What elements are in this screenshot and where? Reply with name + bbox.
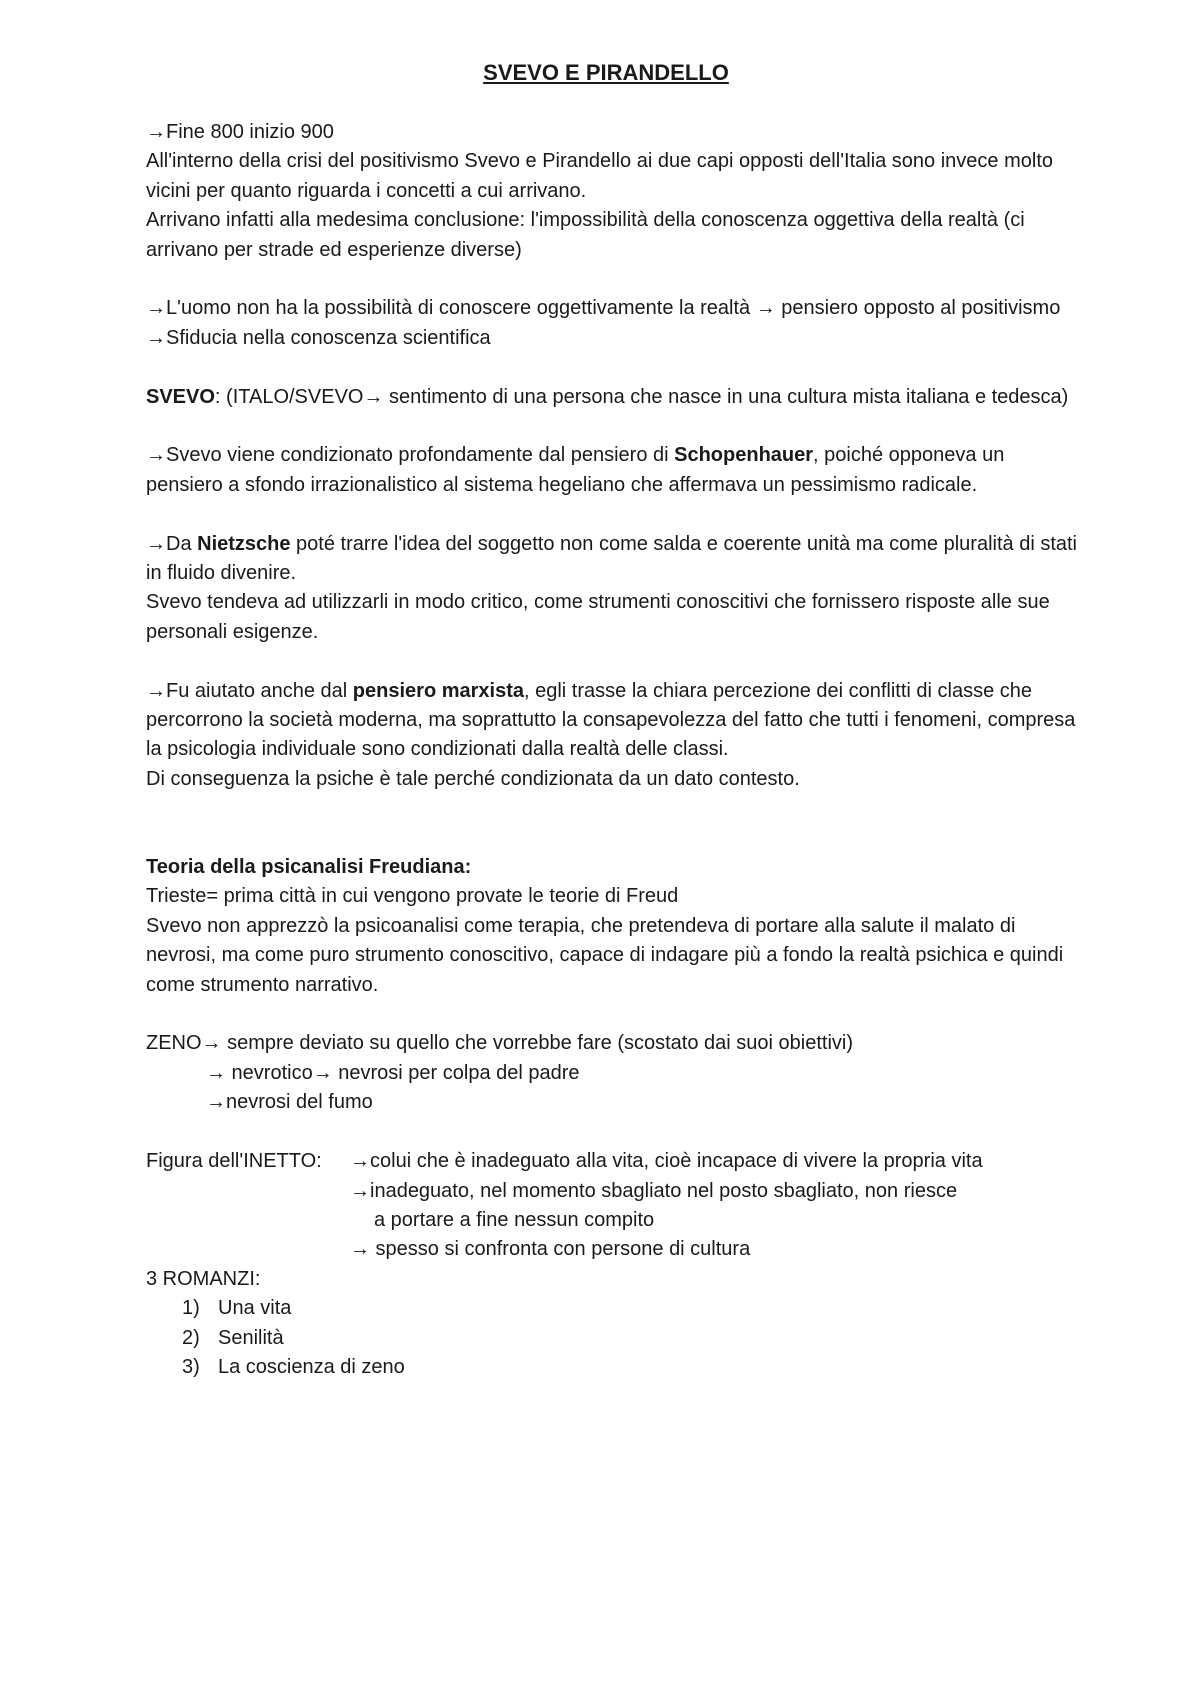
intro-paragraph: All'interno della crisi del positivismo Svevo e Pirandello ai due capi opposti dell'Italia sono invece molto vicini per quanto riguarda i concetti a cui arrivano. bbox=[146, 150, 1054, 202]
inetto-line-2: →inadeguato, nel momento sbagliato nel posto sbagliato, non riesce bbox=[350, 1179, 958, 1202]
list-item bbox=[146, 1353, 1086, 1382]
schopenhauer-name: Schopenhauer bbox=[674, 444, 814, 467]
svevo-paragraph bbox=[146, 383, 1086, 412]
inetto-label: Figura dell'INETTO: bbox=[146, 1150, 322, 1173]
intro-line: →Fine 800 inizio 900 bbox=[146, 121, 334, 143]
freud-paragraph: Svevo non apprezzò la psicoanalisi come terapia, che pretendeva di portare alla salute il malato di nevrosi, ma come puro strumento conoscitivo, capace di indagare più a fondo la realtà psichica e quindi come strumento narrativo. bbox=[146, 914, 1064, 996]
zeno-fumo: →nevrosi del fumo bbox=[206, 1091, 373, 1114]
intro-conclusion: Arrivano infatti alla medesima conclusione: l'impossibilità della conoscenza oggettiva della realtà (ci arrivano per strade ed esperienze diverse) bbox=[146, 209, 1025, 261]
zeno-nevrotico: → nevrotico→ nevrosi per colpa del padre bbox=[206, 1061, 580, 1084]
spacer bbox=[146, 265, 1086, 294]
nietzsche-pre: →Da bbox=[146, 532, 198, 555]
point-science: →Sfiducia nella conoscenza scientifica bbox=[146, 326, 491, 349]
document-page bbox=[146, 58, 1086, 1382]
list-item-number: 1) bbox=[182, 1297, 200, 1320]
spacer bbox=[146, 500, 1086, 529]
schopenhauer-post: , poiché opponeva un pensiero a sfondo irrazionalistico al sistema hegeliano che affermava un pessimismo radicale. bbox=[146, 444, 1005, 496]
svevo-label: SVEVO bbox=[146, 385, 215, 408]
inetto-row bbox=[146, 1147, 1086, 1176]
list-item-label: Una vita bbox=[218, 1297, 292, 1320]
romanzi-heading: 3 ROMANZI: bbox=[146, 1267, 261, 1290]
inetto-line-1: →colui che è inadeguato alla vita, cioè incapace di vivere la propria vita bbox=[350, 1150, 983, 1173]
list-item bbox=[146, 1294, 1086, 1323]
spacer bbox=[146, 353, 1086, 382]
point-reality: →L'uomo non ha la possibilità di conoscere oggettivamente la realtà → pensiero opposto al positivismo bbox=[146, 297, 1061, 320]
list-item-number: 3) bbox=[182, 1355, 200, 1378]
spacer bbox=[146, 794, 1086, 853]
nietzsche-paragraph bbox=[146, 530, 1086, 589]
schopenhauer-paragraph bbox=[146, 441, 1086, 500]
list-item-number: 2) bbox=[182, 1326, 200, 1349]
nietzsche-post: poté trarre l'idea del soggetto non come salda e coerente unità ma come pluralità di stati in fluido divenire. bbox=[146, 532, 1077, 585]
inetto-line-4: → spesso si confronta con persone di cultura bbox=[350, 1238, 751, 1261]
freud-heading bbox=[146, 853, 1086, 882]
list-item-label: Senilità bbox=[218, 1326, 284, 1349]
schopenhauer-pre: →Svevo viene condizionato profondamente dal pensiero di bbox=[146, 444, 675, 467]
spacer bbox=[146, 1000, 1086, 1029]
nietzsche-paragraph-2: Svevo tendeva ad utilizzarli in modo critico, come strumenti conoscitivi che fornissero risposte alle sue personali esigenze. bbox=[146, 591, 1050, 643]
freud-heading-text: Teoria della psicanalisi Freudiana: bbox=[146, 856, 472, 879]
svevo-text: : (ITALO/SVEVO→ sentimento di una persona che nasce in una cultura mista italiana e tedesca) bbox=[214, 385, 1069, 408]
nietzsche-name: Nietzsche bbox=[197, 532, 291, 555]
inetto-line-3: a portare a fine nessun compito bbox=[374, 1208, 655, 1231]
marx-name: pensiero marxista bbox=[352, 679, 524, 702]
marx-paragraph-2: Di conseguenza la psiche è tale perché condizionata da un dato contesto. bbox=[146, 767, 800, 790]
spacer bbox=[146, 412, 1086, 441]
marx-pre: →Fu aiutato anche dal bbox=[146, 679, 353, 702]
marx-paragraph bbox=[146, 677, 1086, 765]
spacer bbox=[146, 647, 1086, 676]
list-item bbox=[146, 1324, 1086, 1353]
document-title: SVEVO E PIRANDELLO bbox=[483, 60, 729, 85]
spacer bbox=[146, 1118, 1086, 1147]
list-item-label: La coscienza di zeno bbox=[218, 1355, 405, 1378]
freud-trieste: Trieste= prima città in cui vengono provate le teorie di Freud bbox=[146, 885, 679, 908]
romanzi-list bbox=[146, 1294, 1086, 1382]
marx-post: , egli trasse la chiara percezione dei conflitti di classe che percorrono la società moderna, ma soprattutto la consapevolezza del fatto che tutti i fenomeni, compresa la psicologia individuale sono condizionati dalla realtà delle classi. bbox=[146, 679, 1076, 761]
zeno-line: ZENO→ sempre deviato su quello che vorrebbe fare (scostato dai suoi obiettivi) bbox=[146, 1032, 854, 1055]
